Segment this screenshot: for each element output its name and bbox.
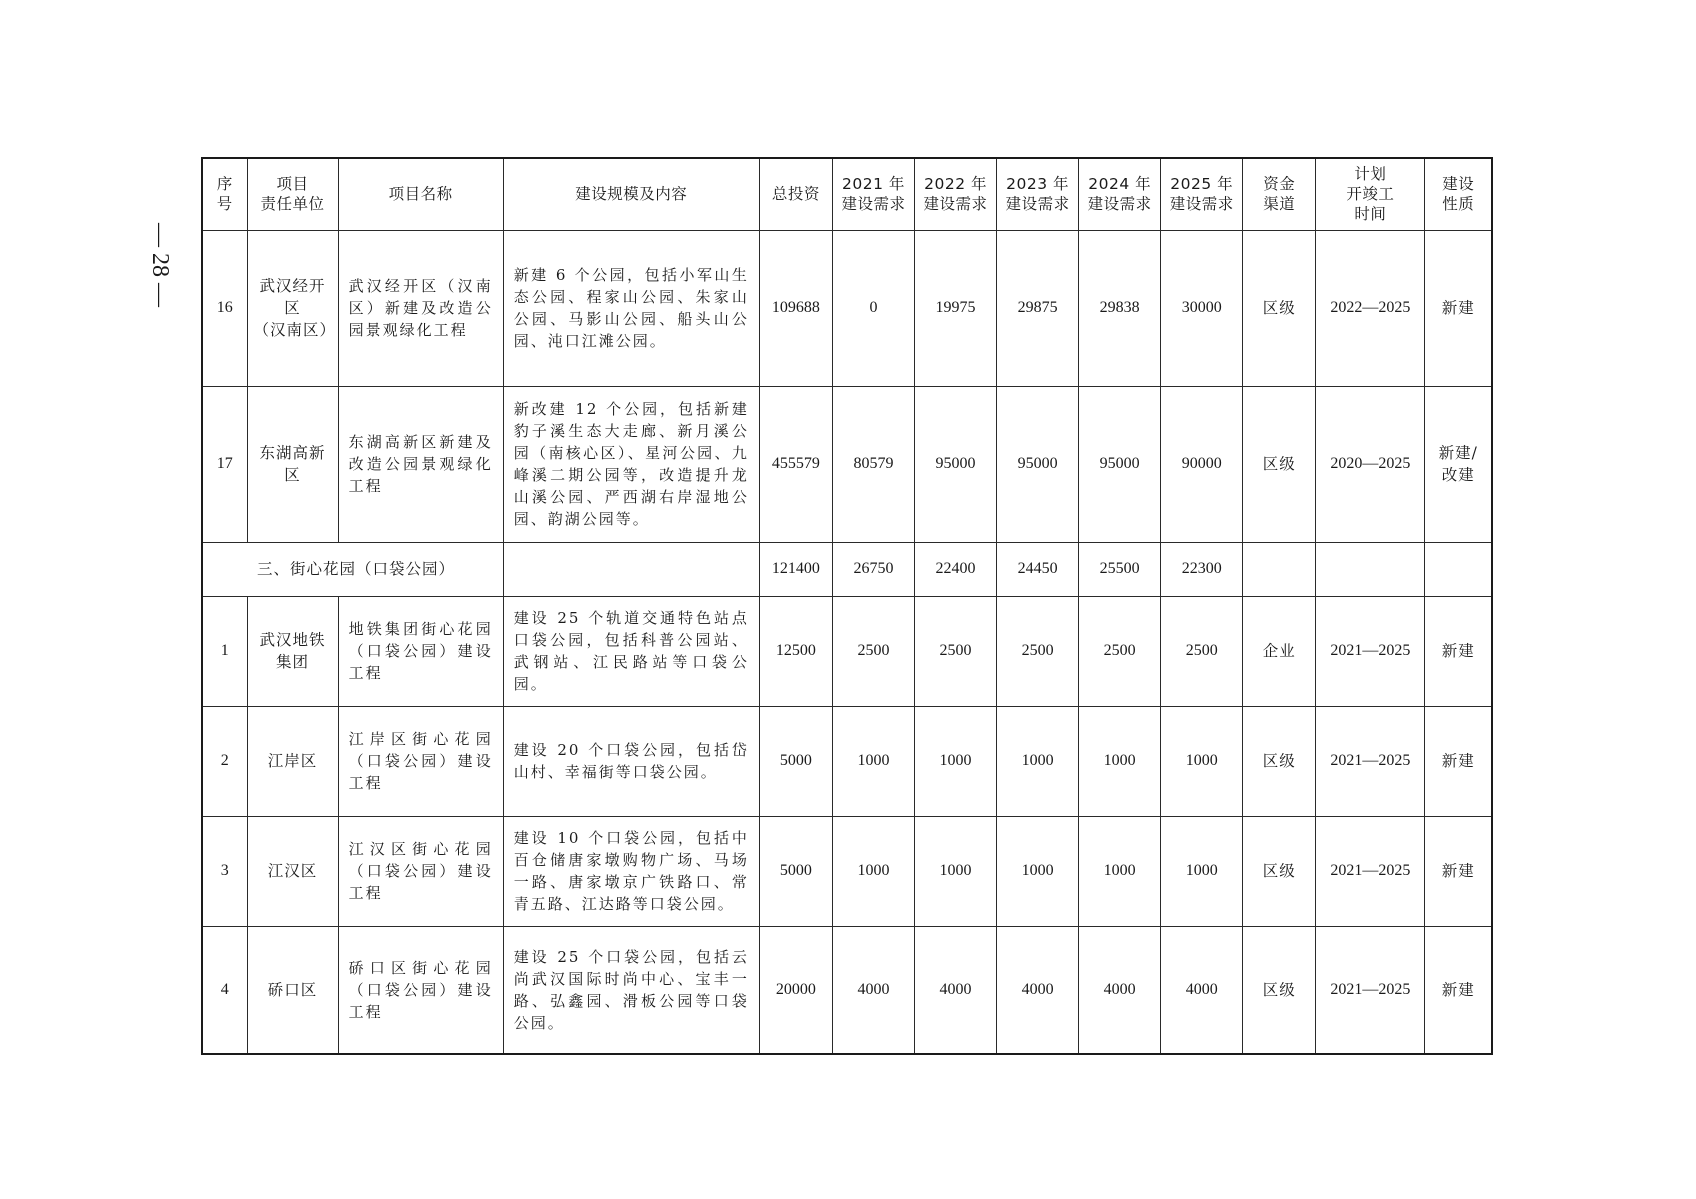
row-2025: 1000 bbox=[1161, 706, 1243, 816]
section-nature-empty bbox=[1425, 542, 1492, 596]
row-fund: 区级 bbox=[1243, 816, 1316, 926]
row-content: 建设 25 个口袋公园，包括云尚武汉国际时尚中心、宝丰一路、弘鑫园、滑板公园等口袋公园。 bbox=[503, 926, 759, 1054]
section-row bbox=[202, 542, 1492, 596]
row-content: 建设 20 个口袋公园，包括岱山村、幸福街等口袋公园。 bbox=[503, 706, 759, 816]
row-2023: 1000 bbox=[997, 816, 1079, 926]
row-total: 455579 bbox=[759, 386, 832, 542]
row-period: 2020—2025 bbox=[1316, 386, 1425, 542]
row-total: 12500 bbox=[759, 596, 832, 706]
row-2022: 1000 bbox=[915, 816, 997, 926]
row-content: 新改建 12 个公园，包括新建豹子溪生态大走廊、新月溪公园（南核心区）、星河公园、九峰溪二期公园等，改造提升龙山溪公园、严西湖右岸湿地公园、韵湖公园等。 bbox=[503, 386, 759, 542]
row-2023: 95000 bbox=[997, 386, 1079, 542]
table-row bbox=[202, 706, 1492, 816]
header-fund: 资金 渠道 bbox=[1243, 158, 1316, 230]
row-unit: 武汉地铁 集团 bbox=[247, 596, 338, 706]
header-content: 建设规模及内容 bbox=[503, 158, 759, 230]
header-2023: 2023 年 建设需求 bbox=[997, 158, 1079, 230]
row-unit: 江岸区 bbox=[247, 706, 338, 816]
row-2025: 30000 bbox=[1161, 230, 1243, 386]
row-2021: 4000 bbox=[832, 926, 914, 1054]
header-2022: 2022 年 建设需求 bbox=[915, 158, 997, 230]
row-2024: 95000 bbox=[1079, 386, 1161, 542]
row-seq: 17 bbox=[202, 386, 247, 542]
row-period: 2021—2025 bbox=[1316, 596, 1425, 706]
section-2022: 22400 bbox=[915, 542, 997, 596]
row-name: 硚口区街心花园（口袋公园）建设工程 bbox=[338, 926, 503, 1054]
header-2025: 2025 年 建设需求 bbox=[1161, 158, 1243, 230]
row-nature: 新建 bbox=[1425, 926, 1492, 1054]
row-2022: 19975 bbox=[915, 230, 997, 386]
section-period-empty bbox=[1316, 542, 1425, 596]
header-period: 计划 开竣工 时间 bbox=[1316, 158, 1425, 230]
row-seq: 3 bbox=[202, 816, 247, 926]
header-unit: 项目 责任单位 bbox=[247, 158, 338, 230]
row-period: 2022—2025 bbox=[1316, 230, 1425, 386]
section-2021: 26750 bbox=[832, 542, 914, 596]
row-2025: 90000 bbox=[1161, 386, 1243, 542]
row-name: 江汉区街心花园（口袋公园）建设工程 bbox=[338, 816, 503, 926]
section-title: 三、街心花园（口袋公园） bbox=[202, 542, 503, 596]
row-2023: 29875 bbox=[997, 230, 1079, 386]
row-period: 2021—2025 bbox=[1316, 926, 1425, 1054]
table-row bbox=[202, 596, 1492, 706]
row-content: 建设 25 个轨道交通特色站点口袋公园，包括科普公园站、武钢站、江民路站等口袋公园。 bbox=[503, 596, 759, 706]
row-2021: 0 bbox=[832, 230, 914, 386]
section-2024: 25500 bbox=[1079, 542, 1161, 596]
header-nature: 建设 性质 bbox=[1425, 158, 1492, 230]
row-2022: 2500 bbox=[915, 596, 997, 706]
row-total: 109688 bbox=[759, 230, 832, 386]
section-2023: 24450 bbox=[997, 542, 1079, 596]
row-2022: 4000 bbox=[915, 926, 997, 1054]
row-name: 武汉经开区（汉南区）新建及改造公园景观绿化工程 bbox=[338, 230, 503, 386]
row-content: 新建 6 个公园，包括小军山生态公园、程家山公园、朱家山公园、马影山公园、船头山公园、沌口江滩公园。 bbox=[503, 230, 759, 386]
section-fund-empty bbox=[1243, 542, 1316, 596]
row-fund: 区级 bbox=[1243, 926, 1316, 1054]
table-row bbox=[202, 386, 1492, 542]
row-2021: 1000 bbox=[832, 816, 914, 926]
row-nature: 新建/ 改建 bbox=[1425, 386, 1492, 542]
header-name: 项目名称 bbox=[338, 158, 503, 230]
row-2024: 29838 bbox=[1079, 230, 1161, 386]
row-2023: 2500 bbox=[997, 596, 1079, 706]
page-number: — 28 — bbox=[147, 223, 174, 307]
row-2022: 1000 bbox=[915, 706, 997, 816]
row-2024: 4000 bbox=[1079, 926, 1161, 1054]
header-2021: 2021 年 建设需求 bbox=[832, 158, 914, 230]
row-fund: 企业 bbox=[1243, 596, 1316, 706]
row-seq: 2 bbox=[202, 706, 247, 816]
row-2024: 1000 bbox=[1079, 816, 1161, 926]
row-total: 20000 bbox=[759, 926, 832, 1054]
table-row bbox=[202, 230, 1492, 386]
row-unit: 东湖高新区 bbox=[247, 386, 338, 542]
row-seq: 1 bbox=[202, 596, 247, 706]
project-table bbox=[201, 157, 1493, 1055]
row-seq: 16 bbox=[202, 230, 247, 386]
row-unit: 武汉经开区 （汉南区） bbox=[247, 230, 338, 386]
row-fund: 区级 bbox=[1243, 386, 1316, 542]
row-nature: 新建 bbox=[1425, 706, 1492, 816]
row-2022: 95000 bbox=[915, 386, 997, 542]
section-content-empty bbox=[503, 542, 759, 596]
row-name: 东湖高新区新建及改造公园景观绿化工程 bbox=[338, 386, 503, 542]
row-2023: 1000 bbox=[997, 706, 1079, 816]
row-total: 5000 bbox=[759, 706, 832, 816]
row-fund: 区级 bbox=[1243, 706, 1316, 816]
row-2021: 1000 bbox=[832, 706, 914, 816]
row-content: 建设 10 个口袋公园，包括中百仓储唐家墩购物广场、马场一路、唐家墩京广铁路口、常青五路、江达路等口袋公园。 bbox=[503, 816, 759, 926]
row-2021: 80579 bbox=[832, 386, 914, 542]
row-unit: 硚口区 bbox=[247, 926, 338, 1054]
row-nature: 新建 bbox=[1425, 816, 1492, 926]
row-2025: 1000 bbox=[1161, 816, 1243, 926]
row-fund: 区级 bbox=[1243, 230, 1316, 386]
row-period: 2021—2025 bbox=[1316, 816, 1425, 926]
row-total: 5000 bbox=[759, 816, 832, 926]
row-2021: 2500 bbox=[832, 596, 914, 706]
header-row bbox=[202, 158, 1492, 230]
section-total: 121400 bbox=[759, 542, 832, 596]
row-2023: 4000 bbox=[997, 926, 1079, 1054]
header-seq: 序号 bbox=[202, 158, 247, 230]
row-period: 2021—2025 bbox=[1316, 706, 1425, 816]
row-2025: 2500 bbox=[1161, 596, 1243, 706]
row-2024: 2500 bbox=[1079, 596, 1161, 706]
section-2025: 22300 bbox=[1161, 542, 1243, 596]
row-nature: 新建 bbox=[1425, 596, 1492, 706]
row-name: 江岸区街心花园（口袋公园）建设工程 bbox=[338, 706, 503, 816]
row-nature: 新建 bbox=[1425, 230, 1492, 386]
row-2024: 1000 bbox=[1079, 706, 1161, 816]
row-seq: 4 bbox=[202, 926, 247, 1054]
header-total: 总投资 bbox=[759, 158, 832, 230]
row-unit: 江汉区 bbox=[247, 816, 338, 926]
table-row bbox=[202, 816, 1492, 926]
table-row bbox=[202, 926, 1492, 1054]
row-name: 地铁集团街心花园（口袋公园）建设工程 bbox=[338, 596, 503, 706]
row-2025: 4000 bbox=[1161, 926, 1243, 1054]
header-2024: 2024 年 建设需求 bbox=[1079, 158, 1161, 230]
